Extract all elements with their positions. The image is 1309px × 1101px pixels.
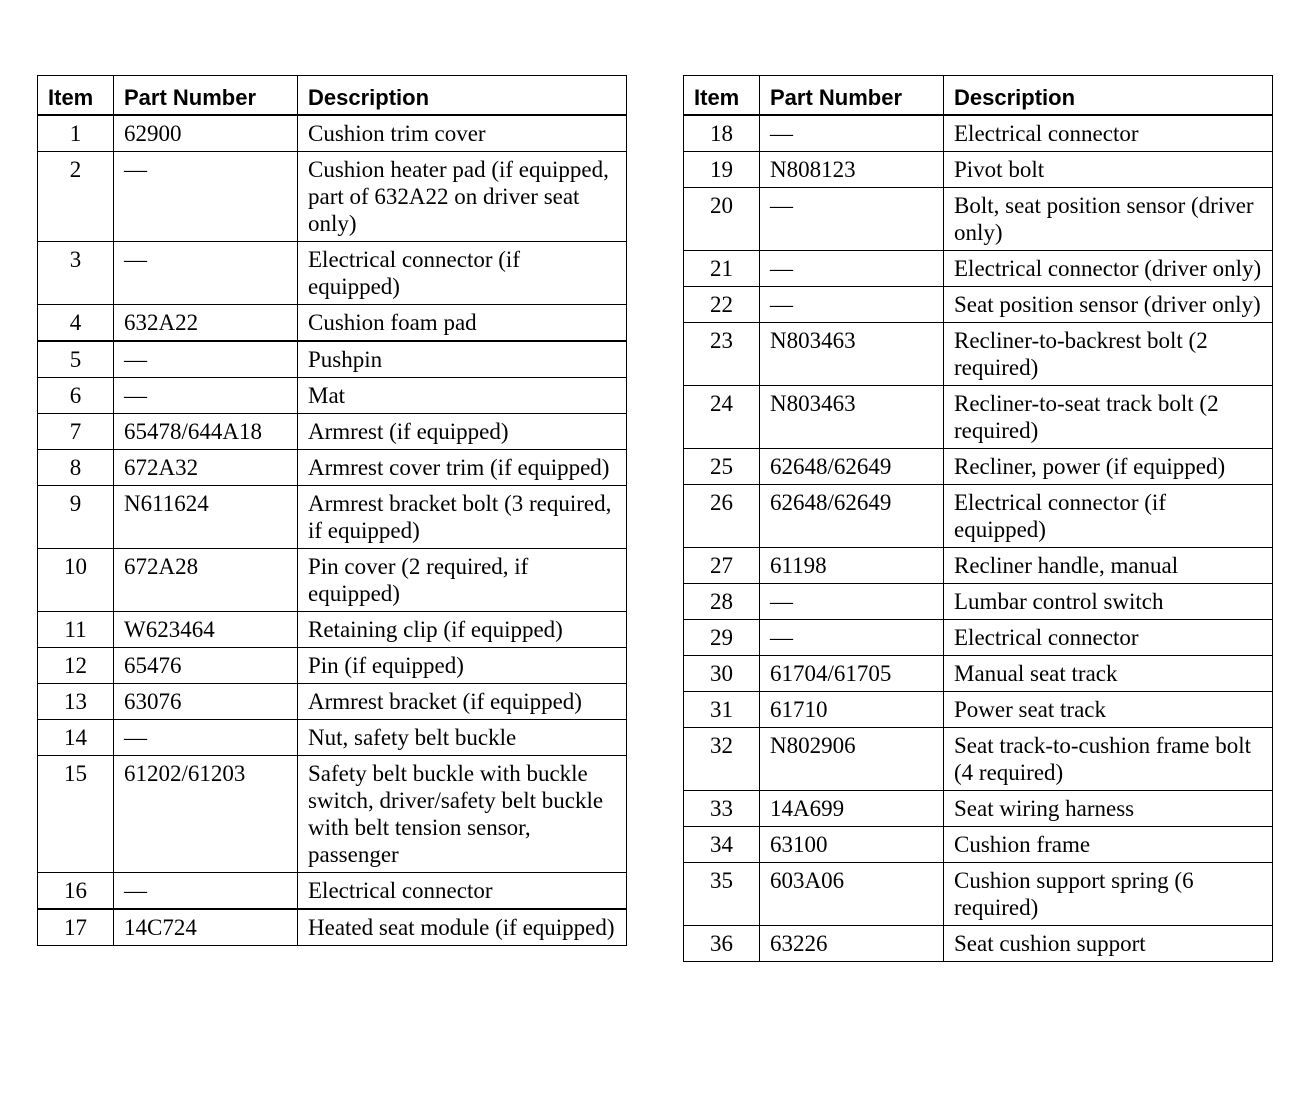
table-row — [684, 827, 1273, 863]
item-number-cell: 21 — [684, 251, 760, 287]
description-cell: Electrical connector (if equipped) — [298, 242, 627, 305]
item-number-cell: 9 — [38, 486, 114, 549]
part-number-cell: W623464 — [114, 612, 298, 648]
part-number-cell: 61198 — [760, 548, 944, 584]
item-number-cell: 15 — [38, 756, 114, 873]
description-cell: Pivot bolt — [944, 152, 1273, 188]
part-number-cell: 65478/644A18 — [114, 414, 298, 450]
table-row — [684, 656, 1273, 692]
item-number-cell: 20 — [684, 188, 760, 251]
table-row — [38, 414, 627, 450]
part-number-cell: — — [760, 251, 944, 287]
column-header-item: Item — [684, 76, 760, 116]
description-cell: Recliner-to-backrest bolt (2 required) — [944, 323, 1273, 386]
part-number-cell: 63100 — [760, 827, 944, 863]
item-number-cell: 27 — [684, 548, 760, 584]
column-header-part-number: Part Number — [114, 76, 298, 116]
description-cell: Lumbar control switch — [944, 584, 1273, 620]
item-number-cell: 19 — [684, 152, 760, 188]
item-number-cell: 23 — [684, 323, 760, 386]
item-number-cell: 17 — [38, 909, 114, 946]
description-cell: Pin (if equipped) — [298, 648, 627, 684]
table-row — [38, 305, 627, 342]
table-row — [684, 692, 1273, 728]
description-cell: Pushpin — [298, 341, 627, 378]
item-number-cell: 35 — [684, 863, 760, 926]
item-number-cell: 14 — [38, 720, 114, 756]
description-cell: Electrical connector — [944, 115, 1273, 152]
table-row — [684, 584, 1273, 620]
description-cell: Recliner, power (if equipped) — [944, 449, 1273, 485]
item-number-cell: 36 — [684, 926, 760, 962]
item-number-cell: 6 — [38, 378, 114, 414]
description-cell: Seat position sensor (driver only) — [944, 287, 1273, 323]
item-number-cell: 22 — [684, 287, 760, 323]
part-number-cell: 603A06 — [760, 863, 944, 926]
table-row — [684, 485, 1273, 548]
part-number-cell: 61710 — [760, 692, 944, 728]
description-cell: Recliner handle, manual — [944, 548, 1273, 584]
description-cell: Electrical connector — [298, 873, 627, 910]
description-cell: Seat wiring harness — [944, 791, 1273, 827]
table-row — [684, 115, 1273, 152]
part-number-cell: 61704/61705 — [760, 656, 944, 692]
table-row — [38, 756, 627, 873]
table-row — [38, 115, 627, 152]
table-row — [38, 242, 627, 305]
description-cell: Power seat track — [944, 692, 1273, 728]
description-cell: Cushion frame — [944, 827, 1273, 863]
description-cell: Armrest bracket (if equipped) — [298, 684, 627, 720]
table-body-left — [38, 115, 627, 946]
description-cell: Recliner-to-seat track bolt (2 required) — [944, 386, 1273, 449]
item-number-cell: 24 — [684, 386, 760, 449]
item-number-cell: 5 — [38, 341, 114, 378]
description-cell: Nut, safety belt buckle — [298, 720, 627, 756]
part-number-cell: — — [114, 720, 298, 756]
part-number-cell: N803463 — [760, 323, 944, 386]
item-number-cell: 28 — [684, 584, 760, 620]
table-row — [684, 791, 1273, 827]
description-cell: Electrical connector (driver only) — [944, 251, 1273, 287]
column-header-description: Description — [298, 76, 627, 116]
description-cell: Heated seat module (if equipped) — [298, 909, 627, 946]
description-cell: Cushion trim cover — [298, 115, 627, 152]
item-number-cell: 33 — [684, 791, 760, 827]
table-row — [684, 188, 1273, 251]
part-number-cell: 62648/62649 — [760, 485, 944, 548]
table-row — [684, 926, 1273, 962]
table-header-row — [684, 76, 1273, 116]
item-number-cell: 13 — [38, 684, 114, 720]
item-number-cell: 8 — [38, 450, 114, 486]
item-number-cell: 29 — [684, 620, 760, 656]
description-cell: Pin cover (2 required, if equipped) — [298, 549, 627, 612]
table-row — [38, 612, 627, 648]
part-number-cell: — — [114, 341, 298, 378]
table-row — [684, 863, 1273, 926]
item-number-cell: 2 — [38, 152, 114, 242]
table-row — [684, 548, 1273, 584]
table-row — [684, 287, 1273, 323]
part-number-cell: — — [114, 378, 298, 414]
item-number-cell: 10 — [38, 549, 114, 612]
part-number-cell: — — [760, 620, 944, 656]
table-row — [684, 323, 1273, 386]
table-row — [684, 386, 1273, 449]
item-number-cell: 26 — [684, 485, 760, 548]
part-number-cell: 63226 — [760, 926, 944, 962]
table-row — [684, 251, 1273, 287]
part-number-cell: — — [114, 242, 298, 305]
part-number-cell: 61202/61203 — [114, 756, 298, 873]
table-row — [38, 486, 627, 549]
part-number-cell: 65476 — [114, 648, 298, 684]
item-number-cell: 34 — [684, 827, 760, 863]
part-number-cell: — — [114, 873, 298, 910]
description-cell: Cushion foam pad — [298, 305, 627, 342]
part-number-cell: N808123 — [760, 152, 944, 188]
description-cell: Electrical connector (if equipped) — [944, 485, 1273, 548]
item-number-cell: 11 — [38, 612, 114, 648]
part-number-cell: — — [760, 584, 944, 620]
table-row — [684, 449, 1273, 485]
parts-table-right — [683, 75, 1273, 962]
table-row — [38, 549, 627, 612]
description-cell: Seat cushion support — [944, 926, 1273, 962]
part-number-cell: N803463 — [760, 386, 944, 449]
table-body-right — [684, 115, 1273, 962]
part-number-cell: 14A699 — [760, 791, 944, 827]
part-number-cell: 672A28 — [114, 549, 298, 612]
table-row — [38, 378, 627, 414]
table-row — [38, 720, 627, 756]
part-number-cell: 14C724 — [114, 909, 298, 946]
description-cell: Electrical connector — [944, 620, 1273, 656]
description-cell: Retaining clip (if equipped) — [298, 612, 627, 648]
description-cell: Cushion heater pad (if equipped, part of 632A22 on driver seat only) — [298, 152, 627, 242]
part-number-cell: — — [114, 152, 298, 242]
part-number-cell: — — [760, 287, 944, 323]
table-row — [38, 909, 627, 946]
table-row — [684, 620, 1273, 656]
item-number-cell: 25 — [684, 449, 760, 485]
part-number-cell: 672A32 — [114, 450, 298, 486]
table-row — [38, 341, 627, 378]
description-cell: Cushion support spring (6 required) — [944, 863, 1273, 926]
description-cell: Armrest (if equipped) — [298, 414, 627, 450]
column-header-item: Item — [38, 76, 114, 116]
part-number-cell: — — [760, 188, 944, 251]
item-number-cell: 1 — [38, 115, 114, 152]
item-number-cell: 30 — [684, 656, 760, 692]
item-number-cell: 18 — [684, 115, 760, 152]
parts-table-left — [37, 75, 627, 946]
description-cell: Armrest bracket bolt (3 required, if equipped) — [298, 486, 627, 549]
description-cell: Safety belt buckle with buckle switch, driver/safety belt buckle with belt tension sensor, passenger — [298, 756, 627, 873]
description-cell: Mat — [298, 378, 627, 414]
part-number-cell: 632A22 — [114, 305, 298, 342]
item-number-cell: 31 — [684, 692, 760, 728]
part-number-cell: 62900 — [114, 115, 298, 152]
table-row — [684, 152, 1273, 188]
table-row — [38, 450, 627, 486]
description-cell: Bolt, seat position sensor (driver only) — [944, 188, 1273, 251]
description-cell: Armrest cover trim (if equipped) — [298, 450, 627, 486]
part-number-cell: 62648/62649 — [760, 449, 944, 485]
part-number-cell: — — [760, 115, 944, 152]
item-number-cell: 3 — [38, 242, 114, 305]
part-number-cell: N611624 — [114, 486, 298, 549]
description-cell: Manual seat track — [944, 656, 1273, 692]
table-row — [684, 728, 1273, 791]
part-number-cell: N802906 — [760, 728, 944, 791]
column-header-description: Description — [944, 76, 1273, 116]
table-row — [38, 152, 627, 242]
table-header-row — [38, 76, 627, 116]
part-number-cell: 63076 — [114, 684, 298, 720]
table-row — [38, 648, 627, 684]
item-number-cell: 16 — [38, 873, 114, 910]
item-number-cell: 32 — [684, 728, 760, 791]
table-row — [38, 684, 627, 720]
item-number-cell: 7 — [38, 414, 114, 450]
item-number-cell: 4 — [38, 305, 114, 342]
description-cell: Seat track-to-cushion frame bolt (4 required) — [944, 728, 1273, 791]
column-header-part-number: Part Number — [760, 76, 944, 116]
table-row — [38, 873, 627, 910]
item-number-cell: 12 — [38, 648, 114, 684]
